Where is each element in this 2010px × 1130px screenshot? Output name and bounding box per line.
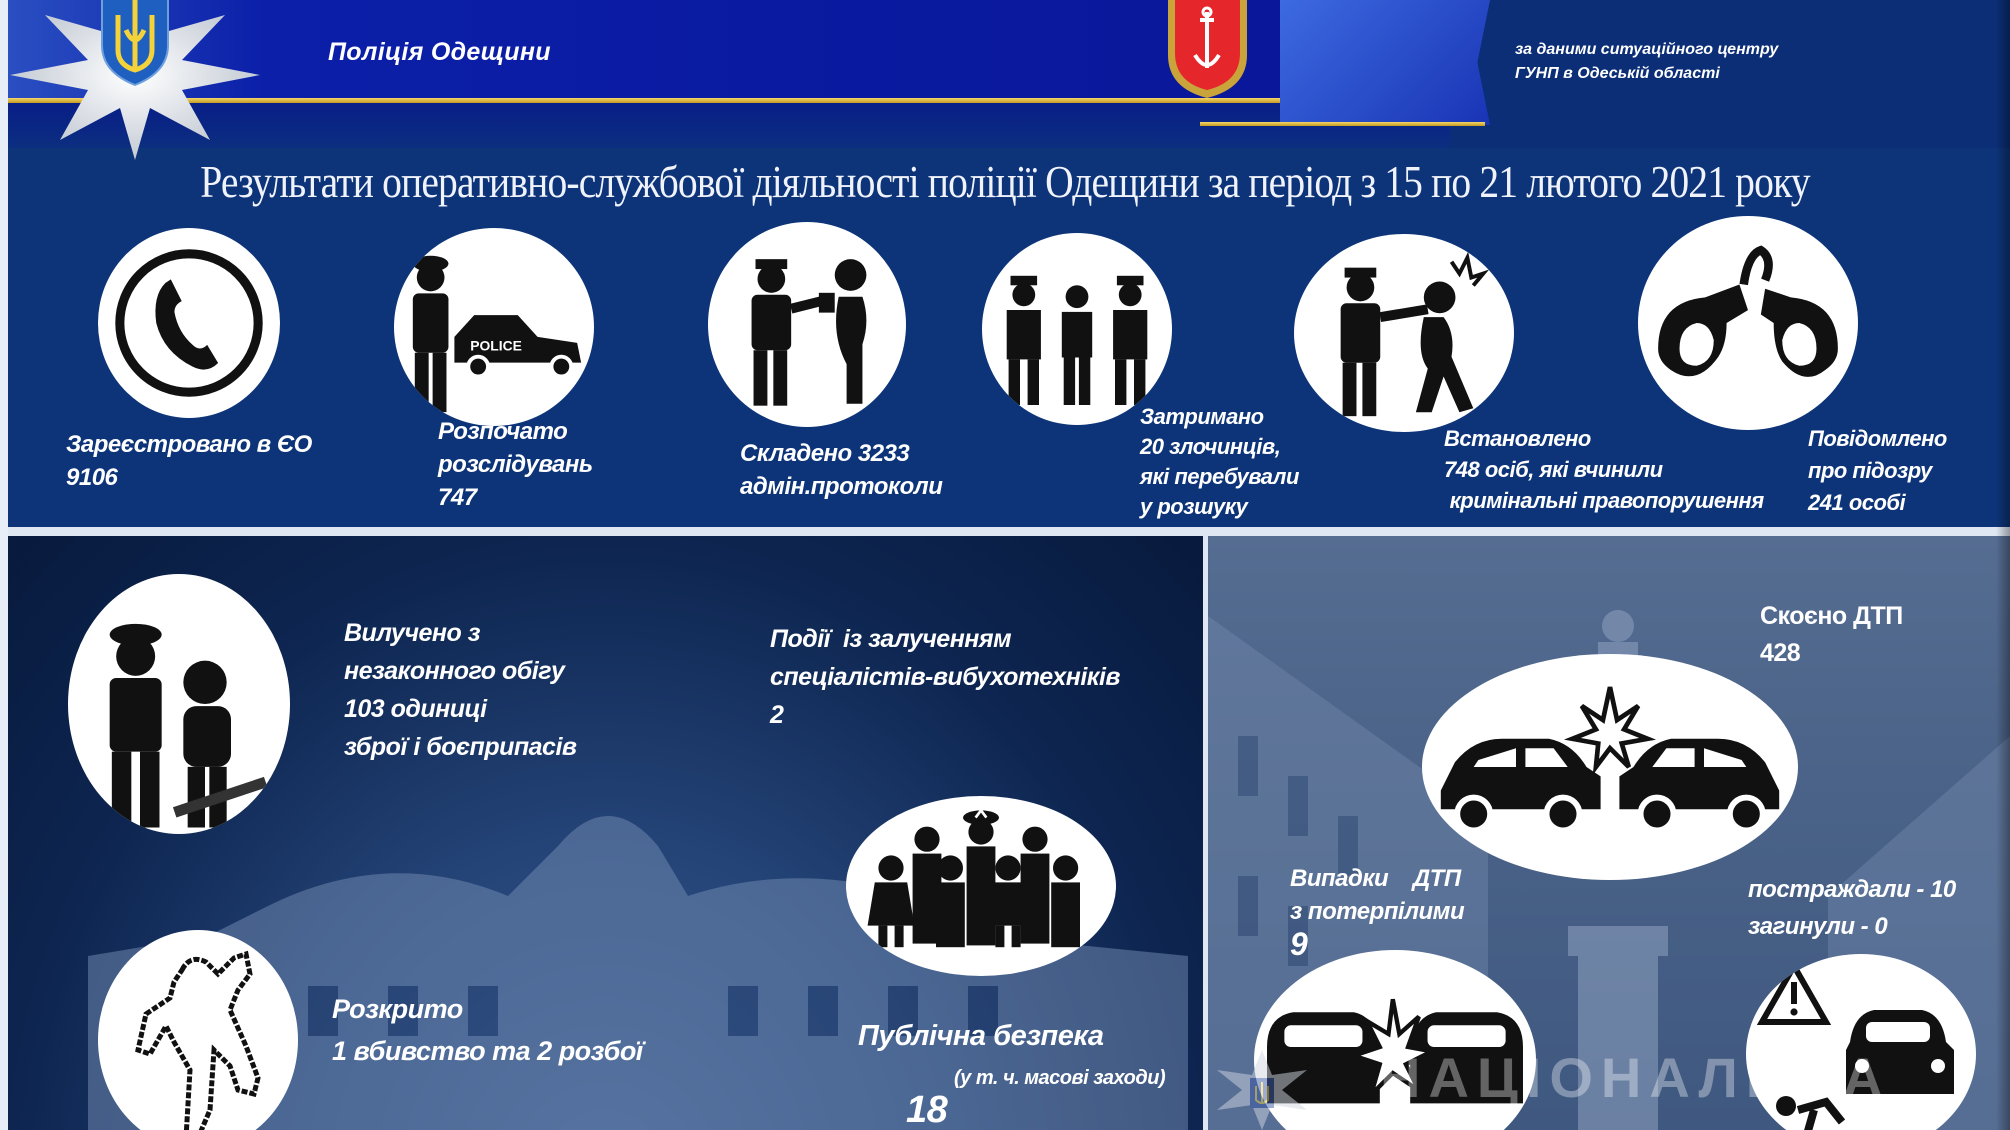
stat-injured: постраждали - 10	[1748, 876, 1956, 903]
stat-label: Вилучено з	[344, 619, 481, 647]
stat-wanted-detained	[1140, 402, 1299, 522]
stat-label: адмін.протоколи	[740, 473, 943, 500]
stat-value: 9	[1290, 926, 1308, 962]
stat-suspicion-notices	[1808, 423, 1947, 519]
stat-value: 241 особі	[1808, 490, 1906, 515]
stat-label: кримінальні правопорушення	[1444, 488, 1764, 513]
stat-bomb-squad-events	[770, 620, 1120, 734]
officer-arresting-offender-icon	[1294, 234, 1514, 432]
car-collision-icon	[1422, 654, 1798, 880]
public-safety-value: 18	[906, 1089, 948, 1130]
stat-label: Зареєстровано в ЄО	[66, 431, 312, 458]
stat-label: спеціалістів-вибухотехніків	[770, 663, 1121, 691]
stat-label: Розкрито	[332, 994, 463, 1024]
stat-label: які перебували	[1140, 464, 1299, 489]
stat-label: у розшуку	[1140, 494, 1248, 519]
stat-value: 2	[770, 701, 784, 729]
stat-label: розслідувань	[438, 451, 593, 478]
stat-label: Повідомлено	[1808, 426, 1947, 451]
stat-label: незаконного обігу	[344, 657, 565, 685]
police-officer-car-icon	[394, 228, 594, 426]
stat-weapons-seized	[344, 614, 577, 766]
stat-value: 9106	[66, 464, 118, 491]
phone-icon	[98, 228, 280, 418]
crowd-with-officer-icon	[846, 796, 1116, 976]
police-badge-watermark-icon	[1212, 1050, 1312, 1130]
stat-value: 747	[438, 484, 477, 511]
brand-title: Поліція Одещини	[328, 38, 551, 66]
stat-value: 748 осіб, які вчинили	[1444, 457, 1663, 482]
detained-suspect-icon	[982, 233, 1172, 425]
page-edge-shadow	[1996, 0, 2010, 1130]
officer-issuing-ticket-icon	[708, 222, 906, 427]
stat-crimes-solved	[332, 988, 643, 1072]
stat-label: Затримано	[1140, 404, 1264, 429]
svg-text:POLICE: POLICE	[470, 337, 522, 354]
odesa-coat-of-arms-icon	[1160, 0, 1255, 100]
stat-casualties	[1748, 871, 1956, 945]
stat-label: Розпочато	[438, 418, 568, 445]
stat-value: 1 вбивство та 2 розбої	[332, 1036, 643, 1066]
stat-offenders-identified	[1444, 423, 1764, 516]
stat-label: зброї і боєприпасів	[344, 733, 577, 761]
stat-registered-calls	[66, 428, 312, 494]
stat-label: Встановлено	[1444, 426, 1591, 451]
stat-injury-accidents	[1290, 862, 1464, 961]
stat-label: Випадки ДТП	[1290, 865, 1461, 892]
handcuffs-icon	[1638, 216, 1858, 430]
stat-value: 20 злочинців,	[1140, 434, 1281, 459]
public-safety-subtitle: (у т. ч. масові заходи)	[954, 1067, 1166, 1089]
data-source-note	[1515, 38, 1778, 86]
stat-label: про підозру	[1808, 458, 1932, 483]
stat-investigations	[438, 415, 593, 514]
section-divider	[8, 527, 2010, 536]
stat-accidents-total	[1760, 598, 1903, 672]
stat-label: Складено 3233	[740, 440, 910, 467]
stat-killed: загинули - 0	[1748, 913, 1888, 940]
public-safety-title: Публічна безпека	[858, 1020, 1104, 1052]
source-line-2: ГУНП в Одеській області	[1515, 65, 1720, 82]
stat-value: 428	[1760, 639, 1801, 667]
stat-value: 103 одиниці	[344, 695, 487, 723]
gold-stripe-lower	[1200, 122, 1485, 126]
stat-label: Скоєно ДТП	[1760, 602, 1903, 630]
officer-with-confiscated-rifle-icon	[68, 574, 290, 834]
stat-label: з потерпілими	[1290, 898, 1465, 925]
stat-admin-protocols	[740, 437, 942, 503]
header-ribbon	[1280, 0, 1490, 125]
source-line-1: за даними ситуаційного центру	[1515, 41, 1779, 58]
police-star-badge-icon	[10, 0, 260, 160]
page-title: Результати оперативно-службової діяльності поліції Одещини за період з 15 по 21 лютого 2021 року	[200, 156, 1810, 207]
watermark-text: НАЦІОНАЛЬНА	[1380, 1046, 1891, 1109]
stat-label: Події із залученням	[770, 625, 1012, 653]
